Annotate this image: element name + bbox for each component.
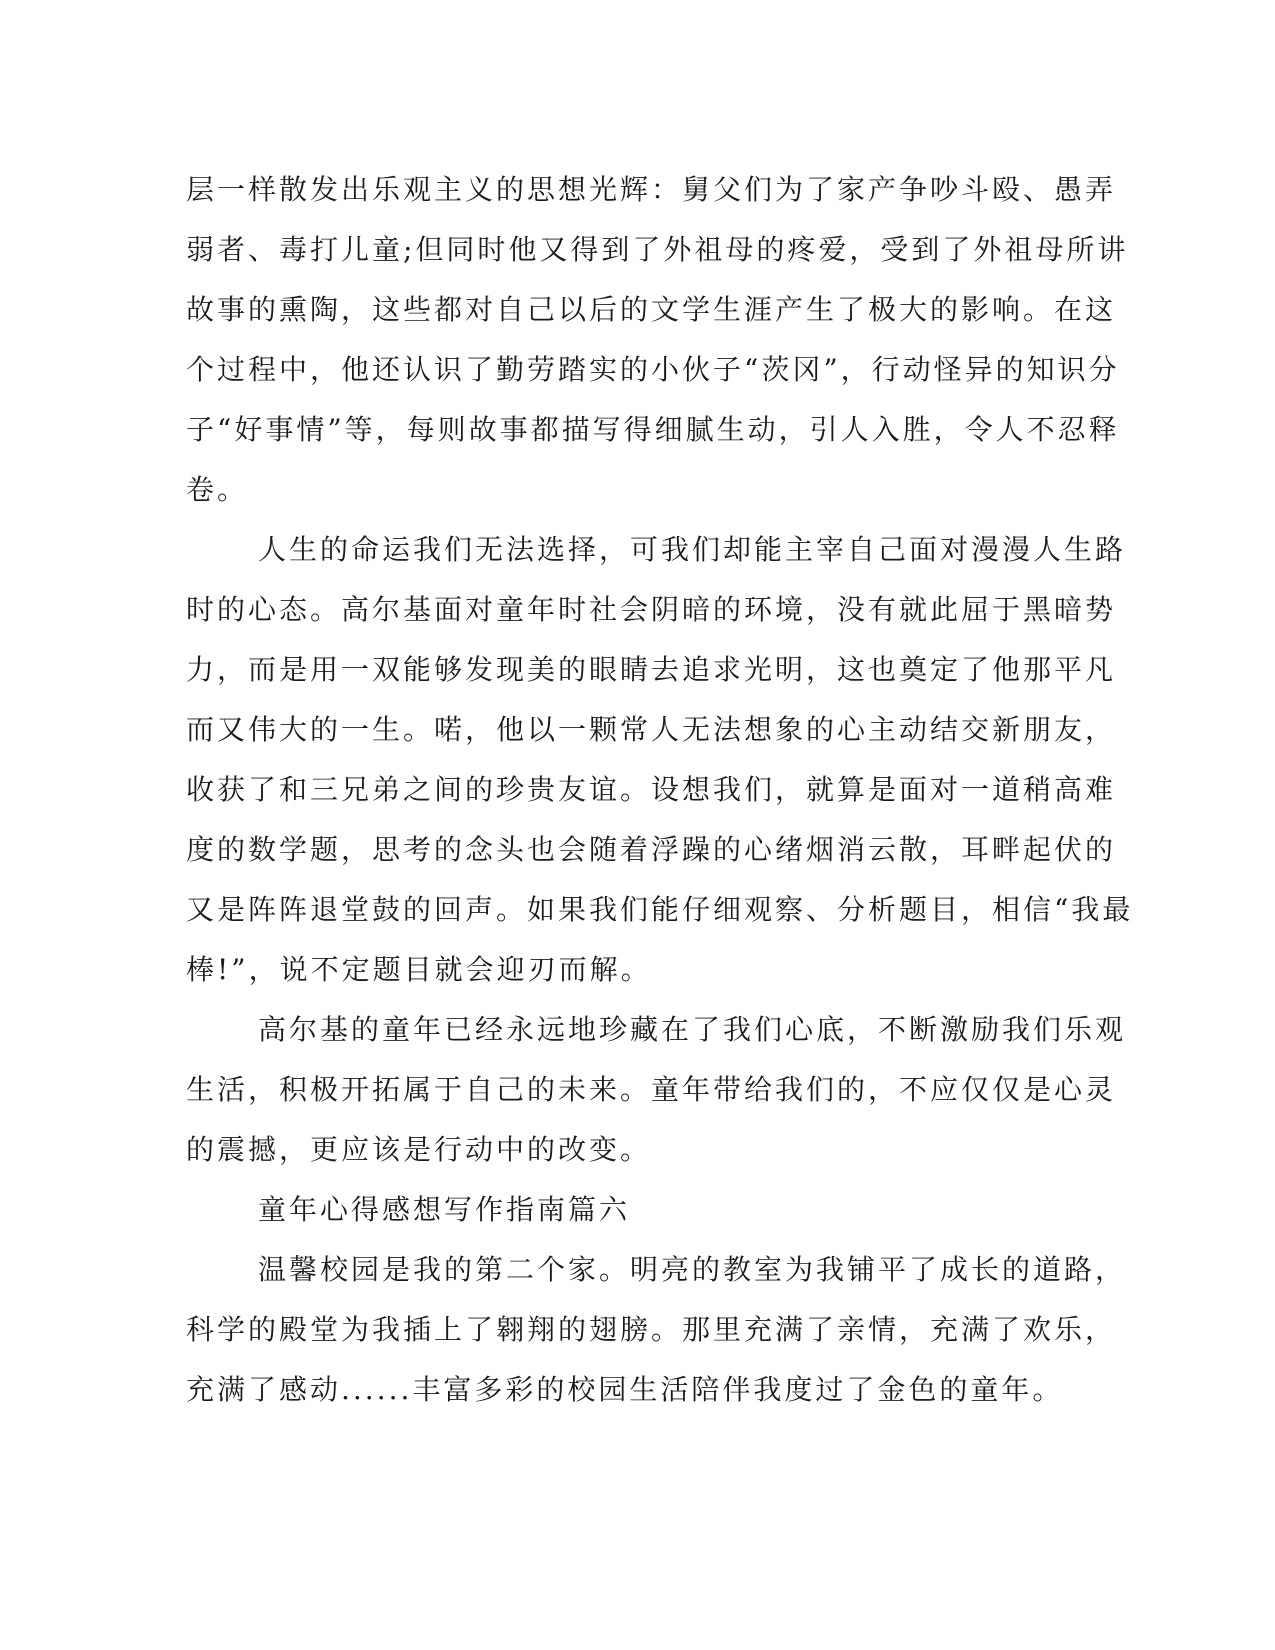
text-line: 的震撼，更应该是行动中的改变。 bbox=[186, 1133, 652, 1166]
text-line: 时的心态。高尔基面对童年时社会阴暗的环境，没有就此屈于黑暗势 bbox=[186, 593, 1117, 626]
text-line: 而又伟大的一生。喏，他以一颗常人无法想象的心主动结交新朋友， bbox=[186, 713, 1117, 746]
paragraph-first-line: 人生的命运我们无法选择，可我们却能主宰自己面对漫漫人生路 bbox=[258, 533, 1127, 566]
paragraph-first-line: 高尔基的童年已经永远地珍藏在了我们心底，不断激励我们乐观 bbox=[258, 1013, 1127, 1046]
text-line: 个过程中，他还认识了勤劳踏实的小伙子“茨冈”，行动怪异的知识分 bbox=[186, 353, 1120, 386]
text-line: 层一样散发出乐观主义的思想光辉：舅父们为了家产争吵斗殴、愚弄 bbox=[186, 173, 1117, 206]
text-line: 故事的熏陶，这些都对自己以后的文学生涯产生了极大的影响。在这 bbox=[186, 293, 1117, 326]
paragraph-first-line: 温馨校园是我的第二个家。明亮的教室为我铺平了成长的道路， bbox=[258, 1253, 1127, 1286]
text-line: 弱者、毒打儿童;但同时他又得到了外祖母的疼爱，受到了外祖母所讲 bbox=[186, 233, 1129, 266]
text-line: 棒!”，说不定题目就会迎刃而解。 bbox=[186, 953, 652, 986]
section-heading: 童年心得感想写作指南篇六 bbox=[258, 1193, 631, 1226]
text-line: 又是阵阵退堂鼓的回声。如果我们能仔细观察、分析题目，相信“我最 bbox=[186, 893, 1134, 926]
text-line: 度的数学题，思考的念头也会随着浮躁的心绪烟消云散，耳畔起伏的 bbox=[186, 833, 1117, 866]
document-body bbox=[186, 160, 1134, 1420]
text-line: 收获了和三兄弟之间的珍贵友谊。设想我们，就算是面对一道稍高难 bbox=[186, 773, 1117, 806]
text-line: 卷。 bbox=[186, 473, 249, 506]
text-line: 充满了感动......丰富多彩的校园生活陪伴我度过了金色的童年。 bbox=[186, 1373, 1064, 1406]
text-line: 力，而是用一双能够发现美的眼睛去追求光明，这也奠定了他那平凡 bbox=[186, 653, 1117, 686]
text-line: 科学的殿堂为我插上了翱翔的翅膀。那里充满了亲情，充满了欢乐， bbox=[186, 1313, 1117, 1346]
text-line: 子“好事情”等，每则故事都描写得细腻生动，引人入胜，令人不忍释 bbox=[186, 413, 1120, 446]
text-line: 生活，积极开拓属于自己的未来。童年带给我们的，不应仅仅是心灵 bbox=[186, 1073, 1117, 1106]
